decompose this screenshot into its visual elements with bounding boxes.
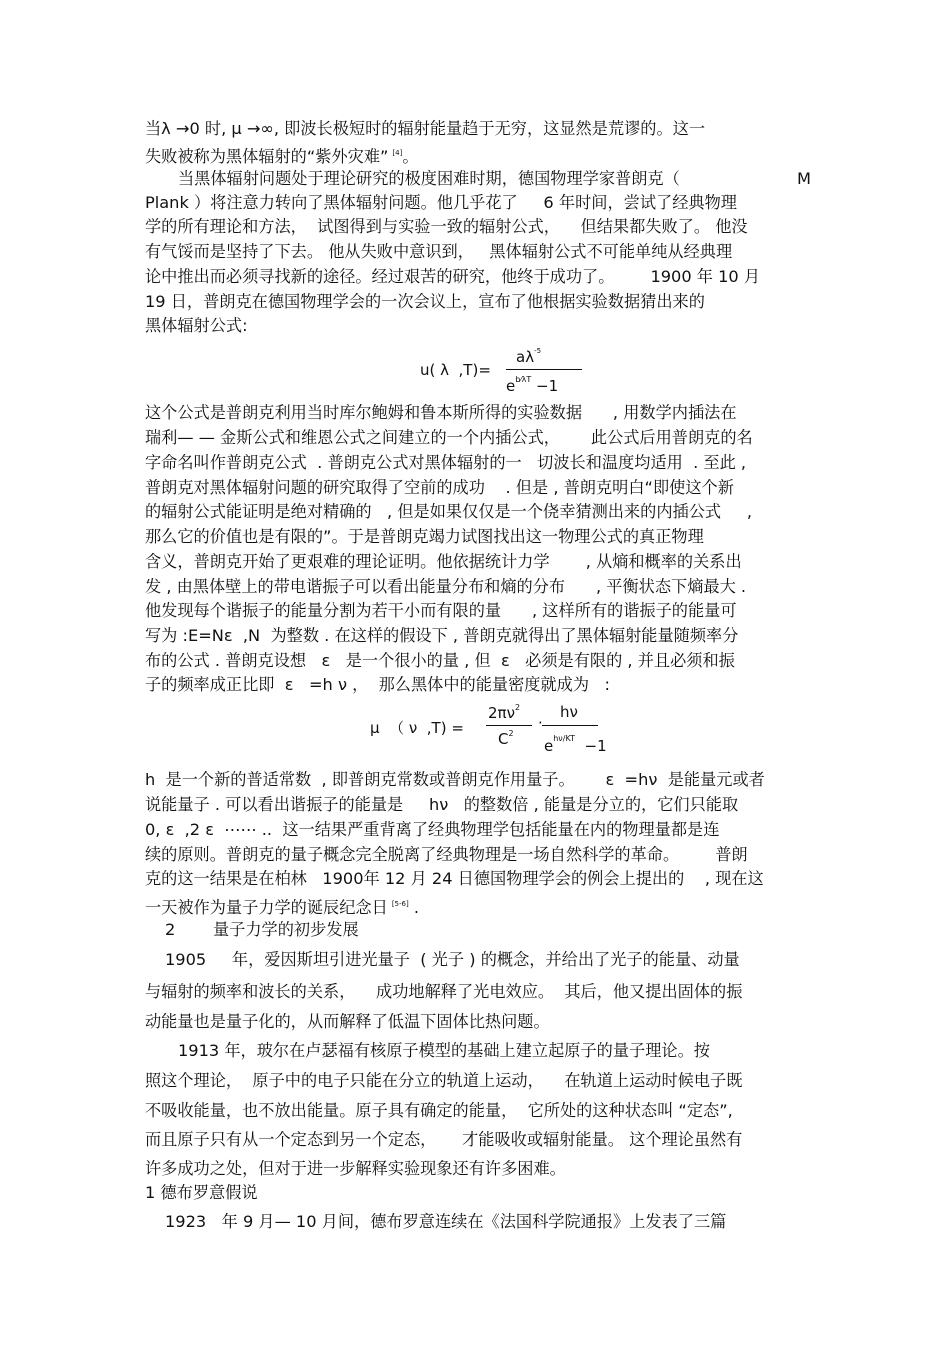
text-span: .: [408, 898, 420, 917]
formula-exponent: b⁄λT: [515, 375, 532, 384]
formula-term: aλ: [516, 348, 535, 366]
text-line: [145, 892, 810, 920]
fraction-bar: [542, 725, 598, 726]
formula-numerator: hν: [560, 703, 578, 721]
text-line: 的辐射公式能证明是绝对精确的 , 但是如果仅仅是一个侥幸猜测出来的内插公式 ,: [145, 502, 752, 521]
formula-numerator: [488, 703, 520, 722]
formula-denominator: [498, 729, 514, 748]
text-line: 1913 年，玻尔在卢瑟福有核原子模型的基础上建立起原子的量子理论。按: [178, 1041, 710, 1060]
text-line: M: [797, 169, 811, 188]
formula-exponent: -5: [534, 347, 542, 355]
text-line: 发 , 由黑体壁上的带电谐振子可以看出能量分布和熵的分布 , 平衡状态下熵最大 .: [145, 577, 747, 596]
text-line: Plank ）将注意力转向了黑体辐射问题。他几乎花了 6 年时间，尝试了经典物理: [145, 193, 737, 212]
formula-term: e: [506, 377, 516, 395]
citation-ref: [4]: [392, 149, 403, 157]
formula-term: −1: [574, 737, 607, 755]
formula-denominator: [506, 375, 558, 395]
formula-term: −1: [531, 377, 559, 395]
text-line: 这个公式是普朗克利用当时库尔鲍姆和鲁本斯所得的实验数据 , 用数学内插法在: [145, 403, 737, 422]
formula-exponent: hν/KT: [553, 734, 575, 743]
formula-term: e: [544, 737, 554, 755]
text-line: 黑体辐射公式:: [145, 316, 248, 335]
formula-term: 2πν: [488, 704, 515, 722]
planck-interpolation-formula: [420, 345, 580, 405]
text-line: 布的公式 . 普朗克设想 ε 是一个很小的量 , 但 ε 必须是有限的 , 并且必须和振: [145, 651, 735, 670]
text-line: [145, 141, 810, 169]
text-line: 与辐射的频率和波长的关系， 成功地解释了光电效应。 其后，他又提出固体的振: [145, 982, 743, 1001]
formula-exponent: 2: [514, 703, 521, 712]
text-span: 。: [402, 147, 419, 166]
text-line: 学的所有理论和方法， 试图得到与实验一致的辐射公式， 但结果都失败了。 他没: [145, 217, 748, 236]
text-line: 照这个理论， 原子中的电子只能在分立的轨道上运动， 在轨道上运动时候电子既: [145, 1071, 743, 1090]
multiply-dot: ·: [538, 714, 543, 732]
text-line: 而且原子只有从一个定态到另一个定态， 才能吸收或辐射能量。 这个理论虽然有: [145, 1130, 743, 1149]
formula-denominator: [544, 734, 607, 755]
fraction-bar: [506, 369, 582, 370]
text-line: 论中推出而必须寻找新的途径。经过艰苦的研究，他终于成功了。 1900 年 10 月: [145, 267, 761, 286]
text-line: 1905 年，爱因斯坦引进光量子 ( 光子 ) 的概念，并给出了光子的能量、动量: [165, 950, 740, 969]
formula-lhs: μ （ ν ,T) =: [370, 719, 464, 737]
text-line: 不吸收能量，也不放出能量。原子具有确定的能量， 它所处的这种状态叫 “定态”,: [145, 1101, 733, 1120]
formula-exponent: 2: [508, 729, 514, 738]
text-line: 动能量也是量子化的，从而解释了低温下固体比热问题。: [145, 1012, 550, 1031]
text-line: 克的这一结果是在柏林 1900年 12 月 24 日德国物理学会的例会上提出的 , 现在这: [145, 869, 764, 888]
text-line: 当λ →0 时, μ →∞, 即波长极短时的辐射能量趋于无穷，这显然是荒谬的。这一: [145, 119, 706, 138]
text-line: 1923 年 9 月— 10 月间，德布罗意连续在《法国科学院通报》上发表了三篇: [165, 1212, 727, 1231]
text-line: 许多成功之处，但对于进一步解释实验现象还有许多困难。: [145, 1159, 566, 1178]
text-span: 一天被作为量子力学的诞辰纪念日: [145, 898, 388, 917]
text-line: 普朗克对黑体辐射问题的研究取得了空前的成功 . 但是 , 普朗克明白“即使这个新: [145, 478, 734, 497]
text-line: h 是一个新的普适常数 , 即普朗克常数或普朗克作用量子。 ε =hν 是能量元或者: [145, 770, 765, 789]
formula-term: C: [498, 730, 509, 748]
text-line: 写为 :E=Nε ,N 为整数 . 在这样的假设下 , 普朗克就得出了黑体辐射能量随频率分: [145, 626, 739, 645]
text-line: 0, ε ,2 ε ⋯⋯ .. 这一结果严重背离了经典物理学包括能量在内的物理量都是连: [145, 820, 720, 839]
energy-density-formula: [370, 700, 610, 770]
text-line: 19 日，普朗克在德国物理学会的一次会议上，宣布了他根据实验数据猜出来的: [145, 292, 705, 311]
text-line: 字命名叫作普朗克公式 . 普朗克公式对黑体辐射的一 切波长和温度均适用 . 至此 ,: [145, 453, 747, 472]
text-line: 那么它的价值也是有限的”。于是普朗克竭力试图找出这一物理公式的真正物理: [145, 527, 704, 546]
text-span: 失败被称为黑体辐射的“紫外灾难”: [145, 147, 389, 166]
section-heading: 量子力学的初步发展: [213, 920, 359, 939]
citation-ref: [5-6]: [391, 900, 409, 908]
text-line: 当黑体辐射问题处于理论研究的极度困难时期，德国物理学家普朗克（: [178, 169, 680, 188]
text-line: 含义，普朗克开始了更艰难的理论证明。他依据统计力学 , 从熵和概率的关系出: [145, 552, 742, 571]
section-number: 2: [165, 920, 176, 939]
text-line: 瑞利— — 金斯公式和维恩公式之间建立的一个内插公式， 此公式后用普朗克的名: [145, 428, 753, 447]
text-line: 子的频率成正比即 ε =h ν ， 那么黑体中的能量密度就成为 :: [145, 675, 610, 694]
subsection-heading: 1 德布罗意假说: [145, 1183, 258, 1202]
fraction-bar: [486, 725, 532, 726]
text-line: 他发现每个谐振子的能量分割为若干小而有限的量 , 这样所有的谐振子的能量可: [145, 601, 737, 620]
text-line: 续的原则。普朗克的量子概念完全脱离了经典物理是一场自然科学的革命。 普朗: [145, 845, 748, 864]
formula-lhs: u( λ ,T)=: [420, 361, 491, 379]
text-line: 有气馁而是坚持了下去。 他从失败中意识到， 黑体辐射公式不可能单纯从经典理: [145, 242, 733, 261]
formula-numerator: [516, 347, 541, 366]
text-line: 说能量子 . 可以看出谐振子的能量是 hν 的整数倍 , 能量是分立的，它们只能取: [145, 795, 739, 814]
